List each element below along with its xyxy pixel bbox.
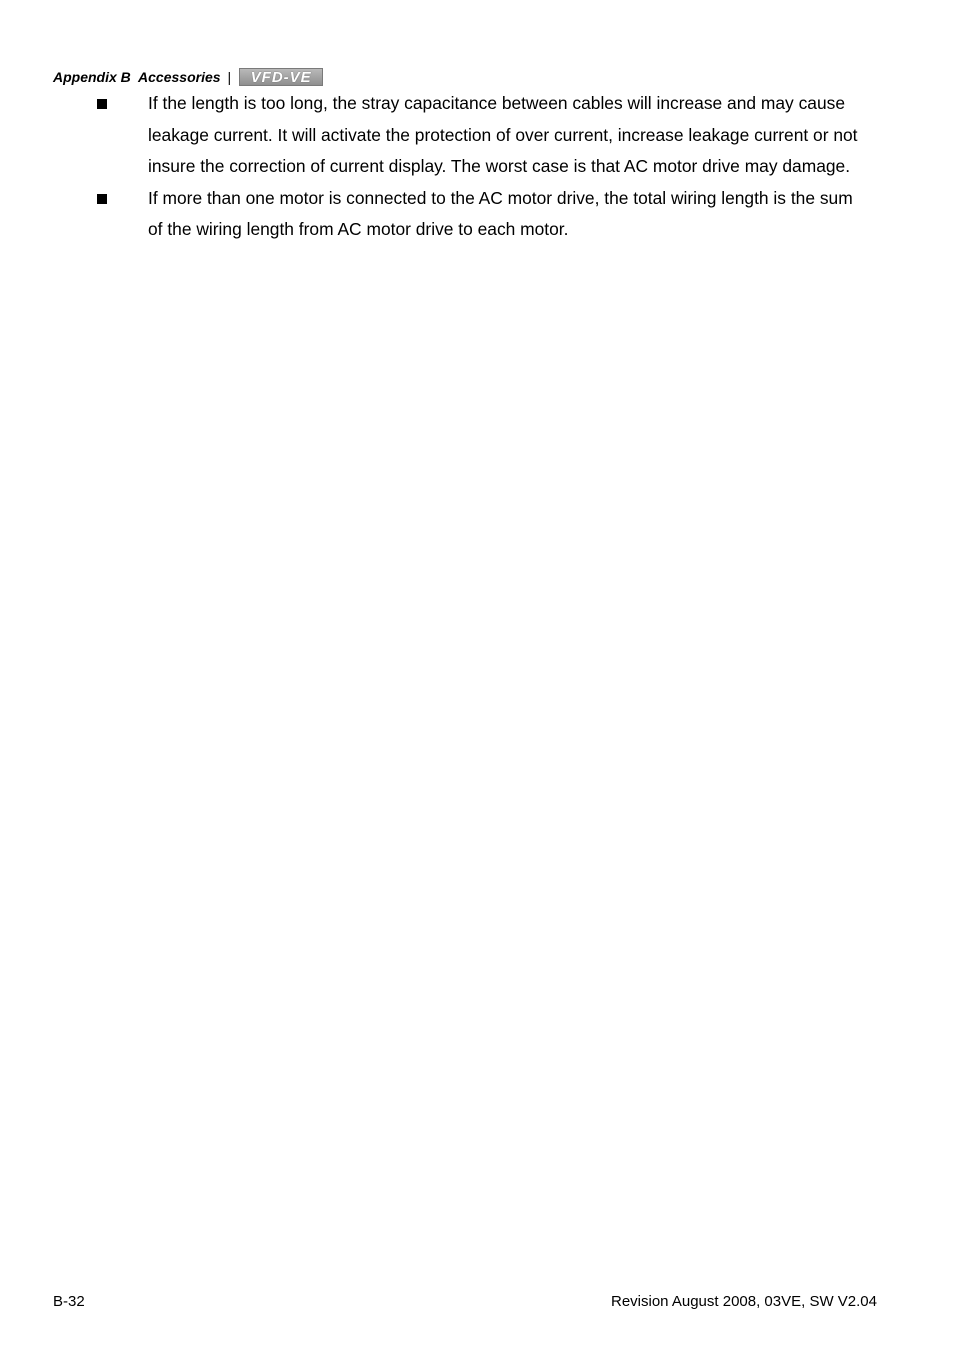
bullet-text: If the length is too long, the stray capacitance between cables will increase and may cause leakage current. It will activate the protection of over current, increase leakage current or not insure the correction of current display. The worst case is that AC motor drive may damage. (148, 93, 858, 177)
square-bullet-icon (97, 99, 107, 109)
logo-text: VFD-VE (250, 68, 312, 86)
header-separator: | (227, 69, 232, 85)
vfd-ve-logo (239, 68, 323, 86)
section-title: Appendix B Accessories (53, 69, 221, 85)
bullet-text: If more than one motor is connected to the AC motor drive, the total wiring length is the sum of the wiring length from AC motor drive to each motor. (148, 187, 853, 240)
list-item (0, 183, 868, 246)
bullet-list (0, 88, 954, 246)
list-item (0, 88, 868, 183)
page-number: B-32 (53, 1293, 85, 1310)
revision-info: Revision August 2008, 03VE, SW V2.04 (611, 1293, 877, 1310)
square-bullet-icon (97, 194, 107, 204)
page-header (53, 66, 323, 88)
